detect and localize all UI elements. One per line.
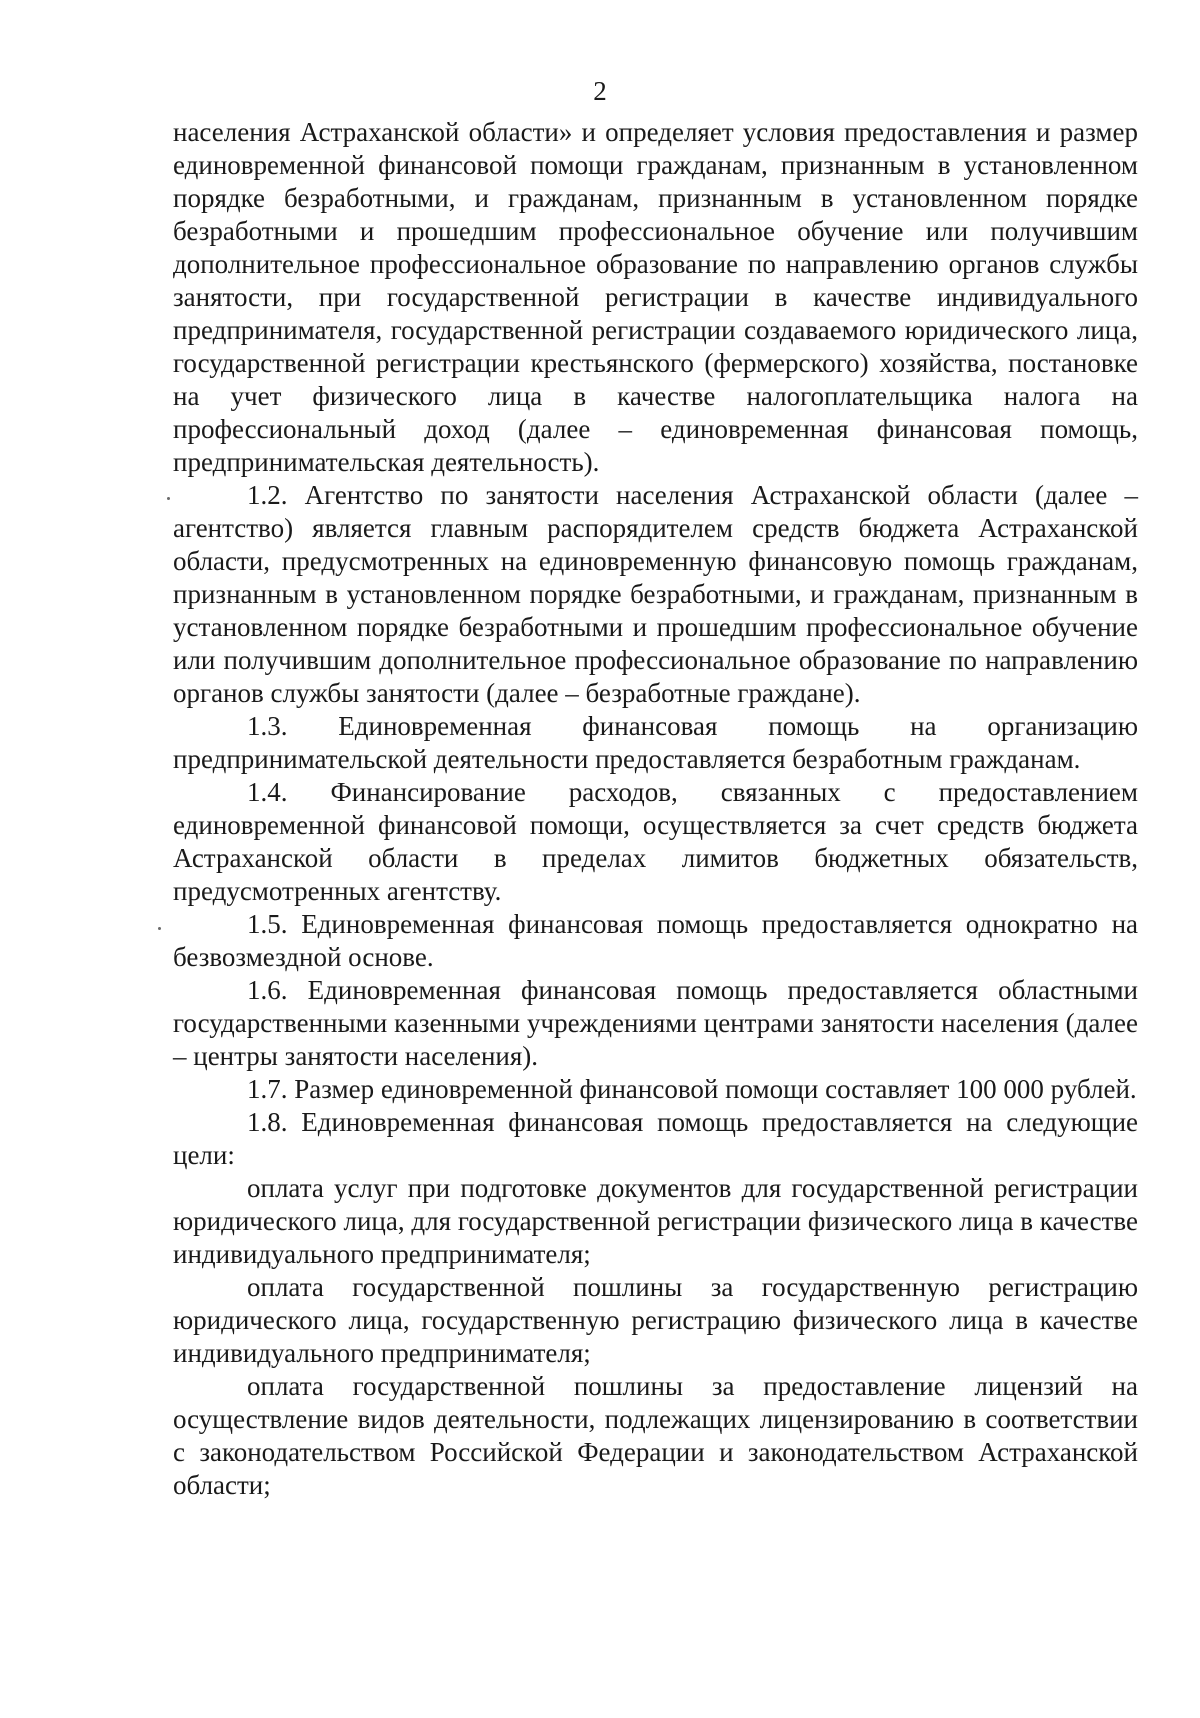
paragraph-intro-continuation: населения Астраханской области» и определяет условия предоставления и размер единовременной финансовой помощи гражданам, признанным в установленном порядке безработными, и гражданам, признанным в установленном порядке безработными и прошедшим профессиональное обучение или получившим дополнительное профессиональное образование по направлению органов службы занятости, при государственной регистрации в качестве индивидуального предпринимателя, государственной регистрации создаваемого юридического лица, государственной регистрации крестьянского (фермерского) хозяйства, постановке на учет физического лица в качестве налогоплательщика налога на профессиональный доход (далее – единовременная финансовая помощь, предпринимательская деятельность). bbox=[173, 117, 1138, 477]
list-item-license-fee: оплата государственной пошлины за предоставление лицензий на осуществление видов деятельности, подлежащих лицензированию в соответствии с законодательством Российской Федерации и законодательством Астраханской области; bbox=[173, 1371, 1138, 1500]
list-item-registration-fee: оплата государственной пошлины за государственную регистрацию юридического лица, государственную регистрацию физического лица в качестве индивидуального предпринимателя; bbox=[173, 1272, 1138, 1368]
paragraph-1-8: 1.8. Единовременная финансовая помощь предоставляется на следующие цели: bbox=[173, 1107, 1138, 1170]
paragraph-1-2: 1.2. Агентство по занятости населения Астраханской области (далее – агентство) является главным распорядителем средств бюджета Астраханской области, предусмотренных на единовременную финансовую помощь гражданам, признанным в установленном порядке безработными, и гражданам, признанным в установленном порядке безработными и прошедшим профессиональное обучение или получившим дополнительное профессиональное образование по направлению органов службы занятости (далее – безработные граждане). bbox=[173, 480, 1138, 708]
list-item-document-preparation: оплата услуг при подготовке документов для государственной регистрации юридического лица, для государственной регистрации физического лица в качестве индивидуального предпринимателя; bbox=[173, 1173, 1138, 1269]
paragraph-1-5: 1.5. Единовременная финансовая помощь предоставляется однократно на безвозмездной основе. bbox=[173, 909, 1138, 972]
paragraph-1-7: 1.7. Размер единовременной финансовой помощи составляет 100 000 рублей. bbox=[247, 1074, 1137, 1104]
page-number: 2 bbox=[593, 76, 607, 106]
scan-speck bbox=[158, 927, 161, 930]
scan-speck bbox=[167, 497, 170, 500]
paragraph-1-6: 1.6. Единовременная финансовая помощь предоставляется областными государственными казенными учреждениями центрами занятости населения (далее – центры занятости населения). bbox=[173, 975, 1138, 1071]
paragraph-1-4: 1.4. Финансирование расходов, связанных с предоставлением единовременной финансовой помощи, осуществляется за счет средств бюджета Астраханской области в пределах лимитов бюджетных обязательств, предусмотренных агентству. bbox=[173, 777, 1138, 906]
paragraph-1-3: 1.3. Единовременная финансовая помощь на организацию предпринимательской деятельности предоставляется безработным гражданам. bbox=[173, 711, 1138, 774]
document-body bbox=[173, 116, 1138, 1502]
